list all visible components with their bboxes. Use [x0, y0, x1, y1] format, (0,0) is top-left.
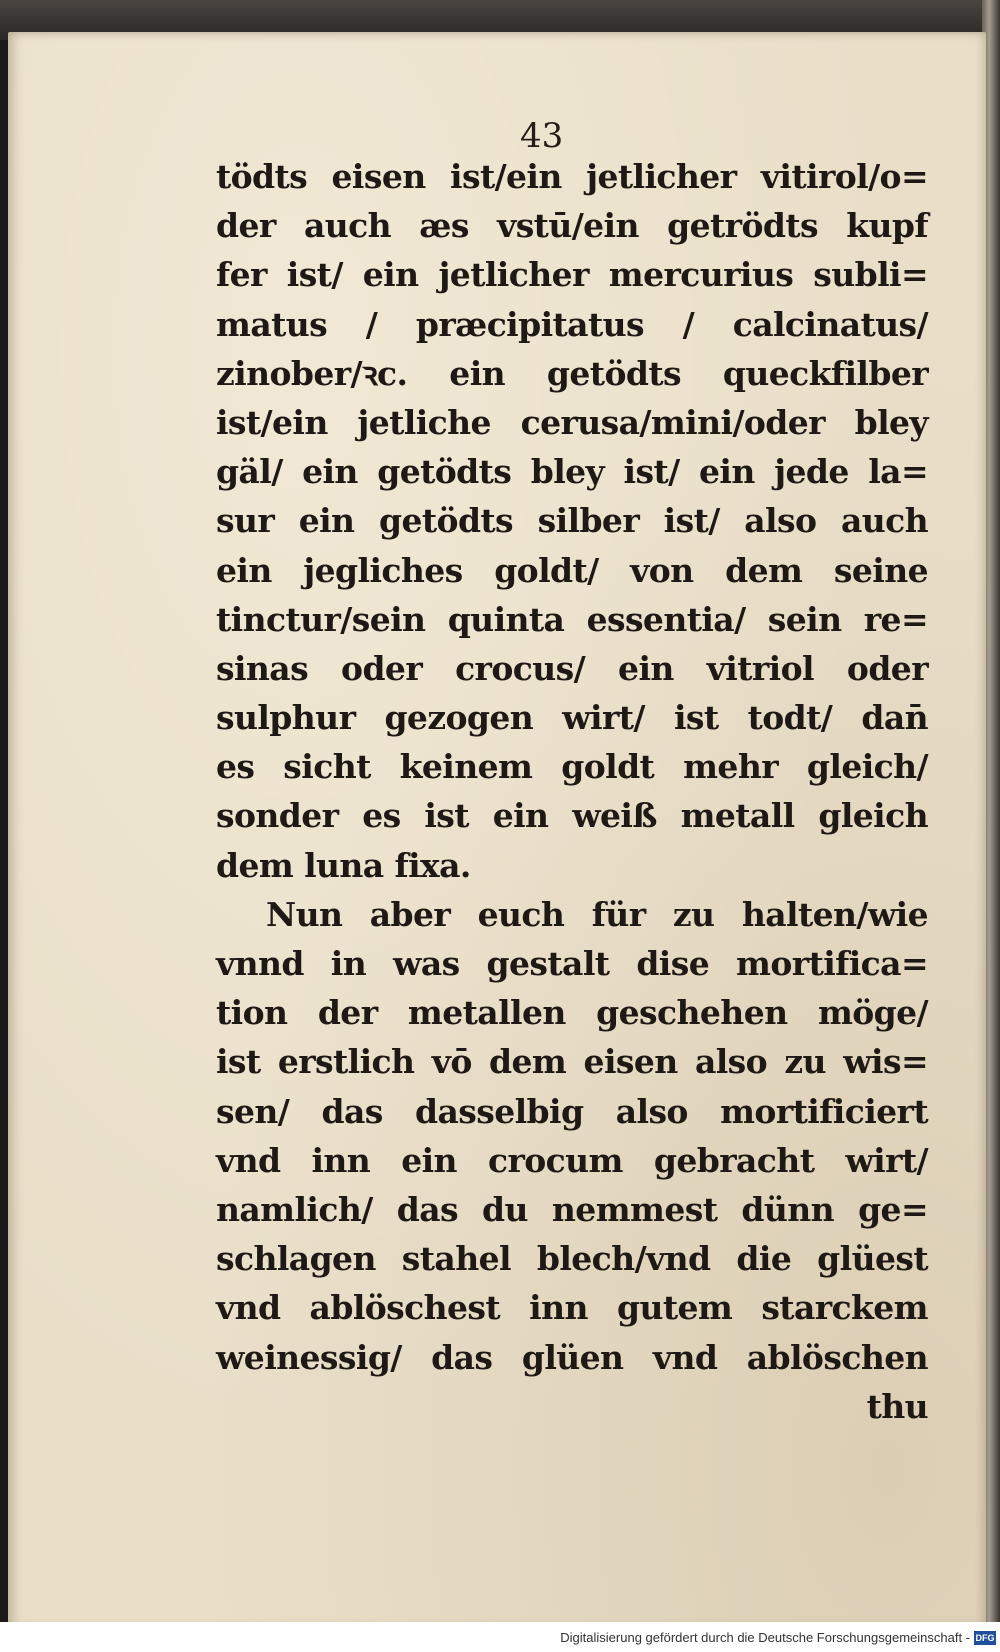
footer-bar — [0, 1622, 1000, 1652]
text-line: vnd inn ein crocum gebracht wirt/ — [216, 1140, 928, 1180]
text-line: namlich/ das du nemmest dünn ge= — [216, 1189, 928, 1229]
text-line: matus / præcipitatus / calcinatus/ — [216, 304, 928, 344]
dfg-logo-icon: DFG — [975, 1633, 995, 1643]
text-line: sur ein getödts silber ist/ also auch — [216, 501, 928, 541]
text-line: tödts eisen ist/ein jetlicher vitirol/o= — [216, 157, 928, 196]
text-line: der auch æs vstū/ein getrödts kupf — [216, 206, 928, 246]
text-line: ein jegliches goldt/ von dem seine — [216, 550, 928, 590]
text-line: sonder es ist ein weiß metall gleich — [216, 796, 928, 836]
text-block — [216, 152, 928, 1431]
footer-credit: Digitalisierung gefördert durch die Deutsche Forschungsgemeinschaft - — [560, 1630, 970, 1645]
text-line: sulphur gezogen wirt/ ist todt/ dan̄ — [216, 698, 928, 738]
text-line: gäl/ ein getödts bley ist/ ein jede la= — [216, 452, 928, 492]
page-number: 43 — [520, 116, 564, 156]
text-line: zinober/ꝛc. ein getödts queckfilber — [216, 353, 928, 393]
text-line: schlagen stahel blech/vnd die glüest — [216, 1239, 928, 1279]
text-line: weinessig/ das glüen vnd ablöschen — [216, 1337, 928, 1377]
text-line: ist erstlich vō dem eisen also zu wis= — [216, 1042, 928, 1082]
text-line: fer ist/ ein jetlicher mercurius subli= — [216, 255, 928, 295]
text-line: vnnd in was gestalt dise mortifica= — [216, 944, 928, 983]
text-line: dem luna fixa. — [216, 845, 471, 885]
text-line: ist/ein jetliche cerusa/mini/oder bley — [216, 402, 928, 442]
text-line: sinas oder crocus/ ein vitriol oder — [216, 648, 928, 688]
text-line: es sicht keinem goldt mehr gleich/ — [216, 747, 928, 787]
text-line: sen/ das dasselbig also mortificiert — [216, 1091, 928, 1131]
text-line: vnd ablöschest inn gutem starckem — [216, 1288, 928, 1328]
catchword: thu — [866, 1386, 928, 1426]
text-line: tion der metallen geschehen möge/ — [216, 993, 928, 1033]
text-line: Nun aber euch für zu halten/wie — [266, 894, 928, 934]
text-line: tinctur/sein quinta essentia/ sein re= — [216, 599, 928, 639]
